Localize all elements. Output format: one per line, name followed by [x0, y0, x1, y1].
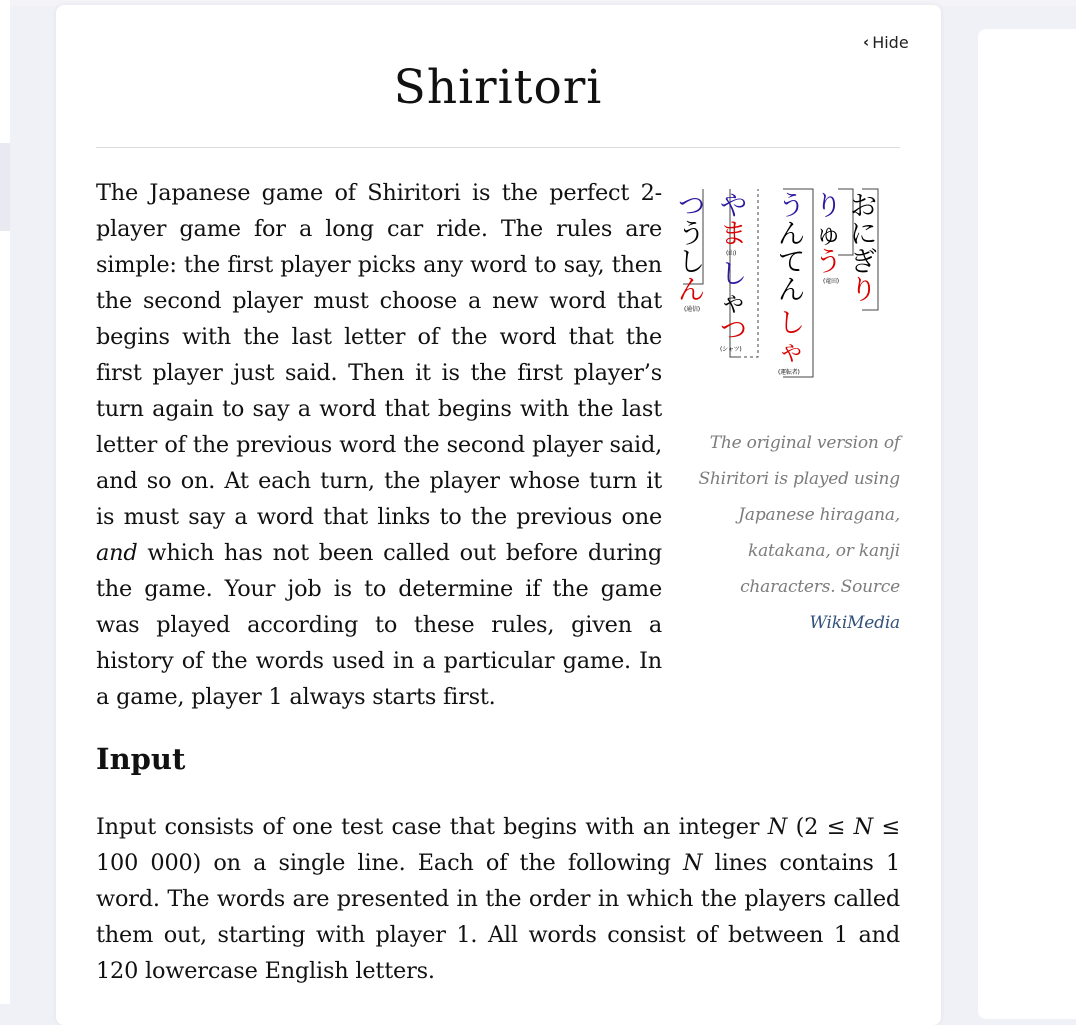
figure-column-ryuu [815, 191, 842, 285]
figure-reading: (山) [726, 250, 737, 257]
figure-char: つ [678, 191, 705, 222]
figure-char: ま [720, 219, 747, 250]
figure-char: り [850, 275, 877, 306]
input-text-part3: ) on a single line. Each of the following [192, 850, 683, 876]
figure-char: ゅ [815, 219, 842, 250]
intro-emphasis: and [96, 540, 138, 566]
figure-column-tsuushin [678, 191, 705, 313]
shiritori-figure [678, 177, 900, 641]
figure-char: て [778, 247, 805, 278]
intro-text-part1: The Japanese game of Shiritori is the perfect 2-player game for a long car ride. The rules are simple: the first player picks any word to say, then the second player must choose a new word that begins with the last letter of the word that the first player just said. Then it is the first player’s turn again to say a word that begins with the last letter of the previous word the second player said, and so on. At each turn, the player whose turn it is must say a word that links to the previous one [96, 180, 662, 530]
figure-caption-text: The original version of Shiritori is played using Japanese hiragana, katakana, or kanji characters. Source [698, 433, 900, 597]
chevron-left-icon: ‹ [863, 32, 870, 51]
intro-text-part2: which has not been called out before during the game. Your job is to determine if the game was played according to these rules, given a history of the words used in a particular game. In a game, player 1 always starts first. [96, 540, 662, 710]
figure-caption [678, 425, 900, 641]
figure-char: し [720, 259, 747, 290]
input-text-part1: Input consists of one test case that begins with an integer [96, 814, 768, 840]
title-divider [96, 147, 900, 148]
figure-char: や [720, 191, 747, 222]
problem-statement [96, 175, 900, 715]
figure-char: ゃ [778, 336, 805, 367]
leq-symbol: ≤ [818, 814, 854, 840]
hide-button-label: Hide [872, 32, 909, 52]
left-panel-tab [0, 143, 10, 231]
figure-reading: (シャツ) [720, 346, 742, 353]
problem-title: Shiritori [393, 60, 603, 115]
figure-column-onigiri [850, 191, 877, 306]
figure-char: ぎ [850, 247, 877, 278]
leq-symbol: ≤ [873, 814, 900, 840]
figure-char: う [778, 191, 805, 222]
wikimedia-link[interactable]: WikiMedia [809, 613, 900, 633]
figure-char: に [850, 219, 877, 250]
figure-char: し [678, 247, 705, 278]
figure-char: う [815, 247, 842, 278]
math-var-n: N [683, 850, 703, 876]
figure-char: つ [720, 315, 747, 346]
math-var-n: N [853, 814, 873, 840]
input-description [96, 809, 900, 989]
figure-char: ん [778, 219, 805, 250]
figure-char: う [678, 219, 705, 250]
figure-char: お [850, 191, 877, 222]
input-text-part4: lines contains 1 word. The words are presented in the order in which the players called them out, starting with player 1. All words consist of between 1 and 120 lowercase English letters. [96, 850, 900, 984]
hide-button[interactable] [863, 32, 909, 52]
figure-char: り [815, 191, 842, 222]
figure-reading: (竜田) [823, 278, 839, 285]
left-panel-edge [0, 0, 10, 1004]
figure-reading: (運転者) [778, 369, 800, 376]
right-side-panel [978, 29, 1076, 1019]
figure-column-yama [720, 191, 747, 257]
range-low: 2 [804, 814, 819, 840]
figure-char: ゃ [720, 287, 747, 318]
range-high: 100 000 [96, 850, 193, 876]
figure-column-shatsu [720, 259, 747, 353]
figure-char: ん [778, 275, 805, 306]
shiritori-image [678, 177, 900, 392]
input-heading: Input [96, 742, 186, 776]
figure-char: し [778, 308, 805, 339]
input-text-part2: ( [787, 814, 805, 840]
figure-char: ん [678, 275, 705, 306]
math-var-n: N [767, 814, 788, 840]
figure-reading: (通信) [684, 306, 700, 313]
figure-column-untensha [778, 191, 805, 376]
